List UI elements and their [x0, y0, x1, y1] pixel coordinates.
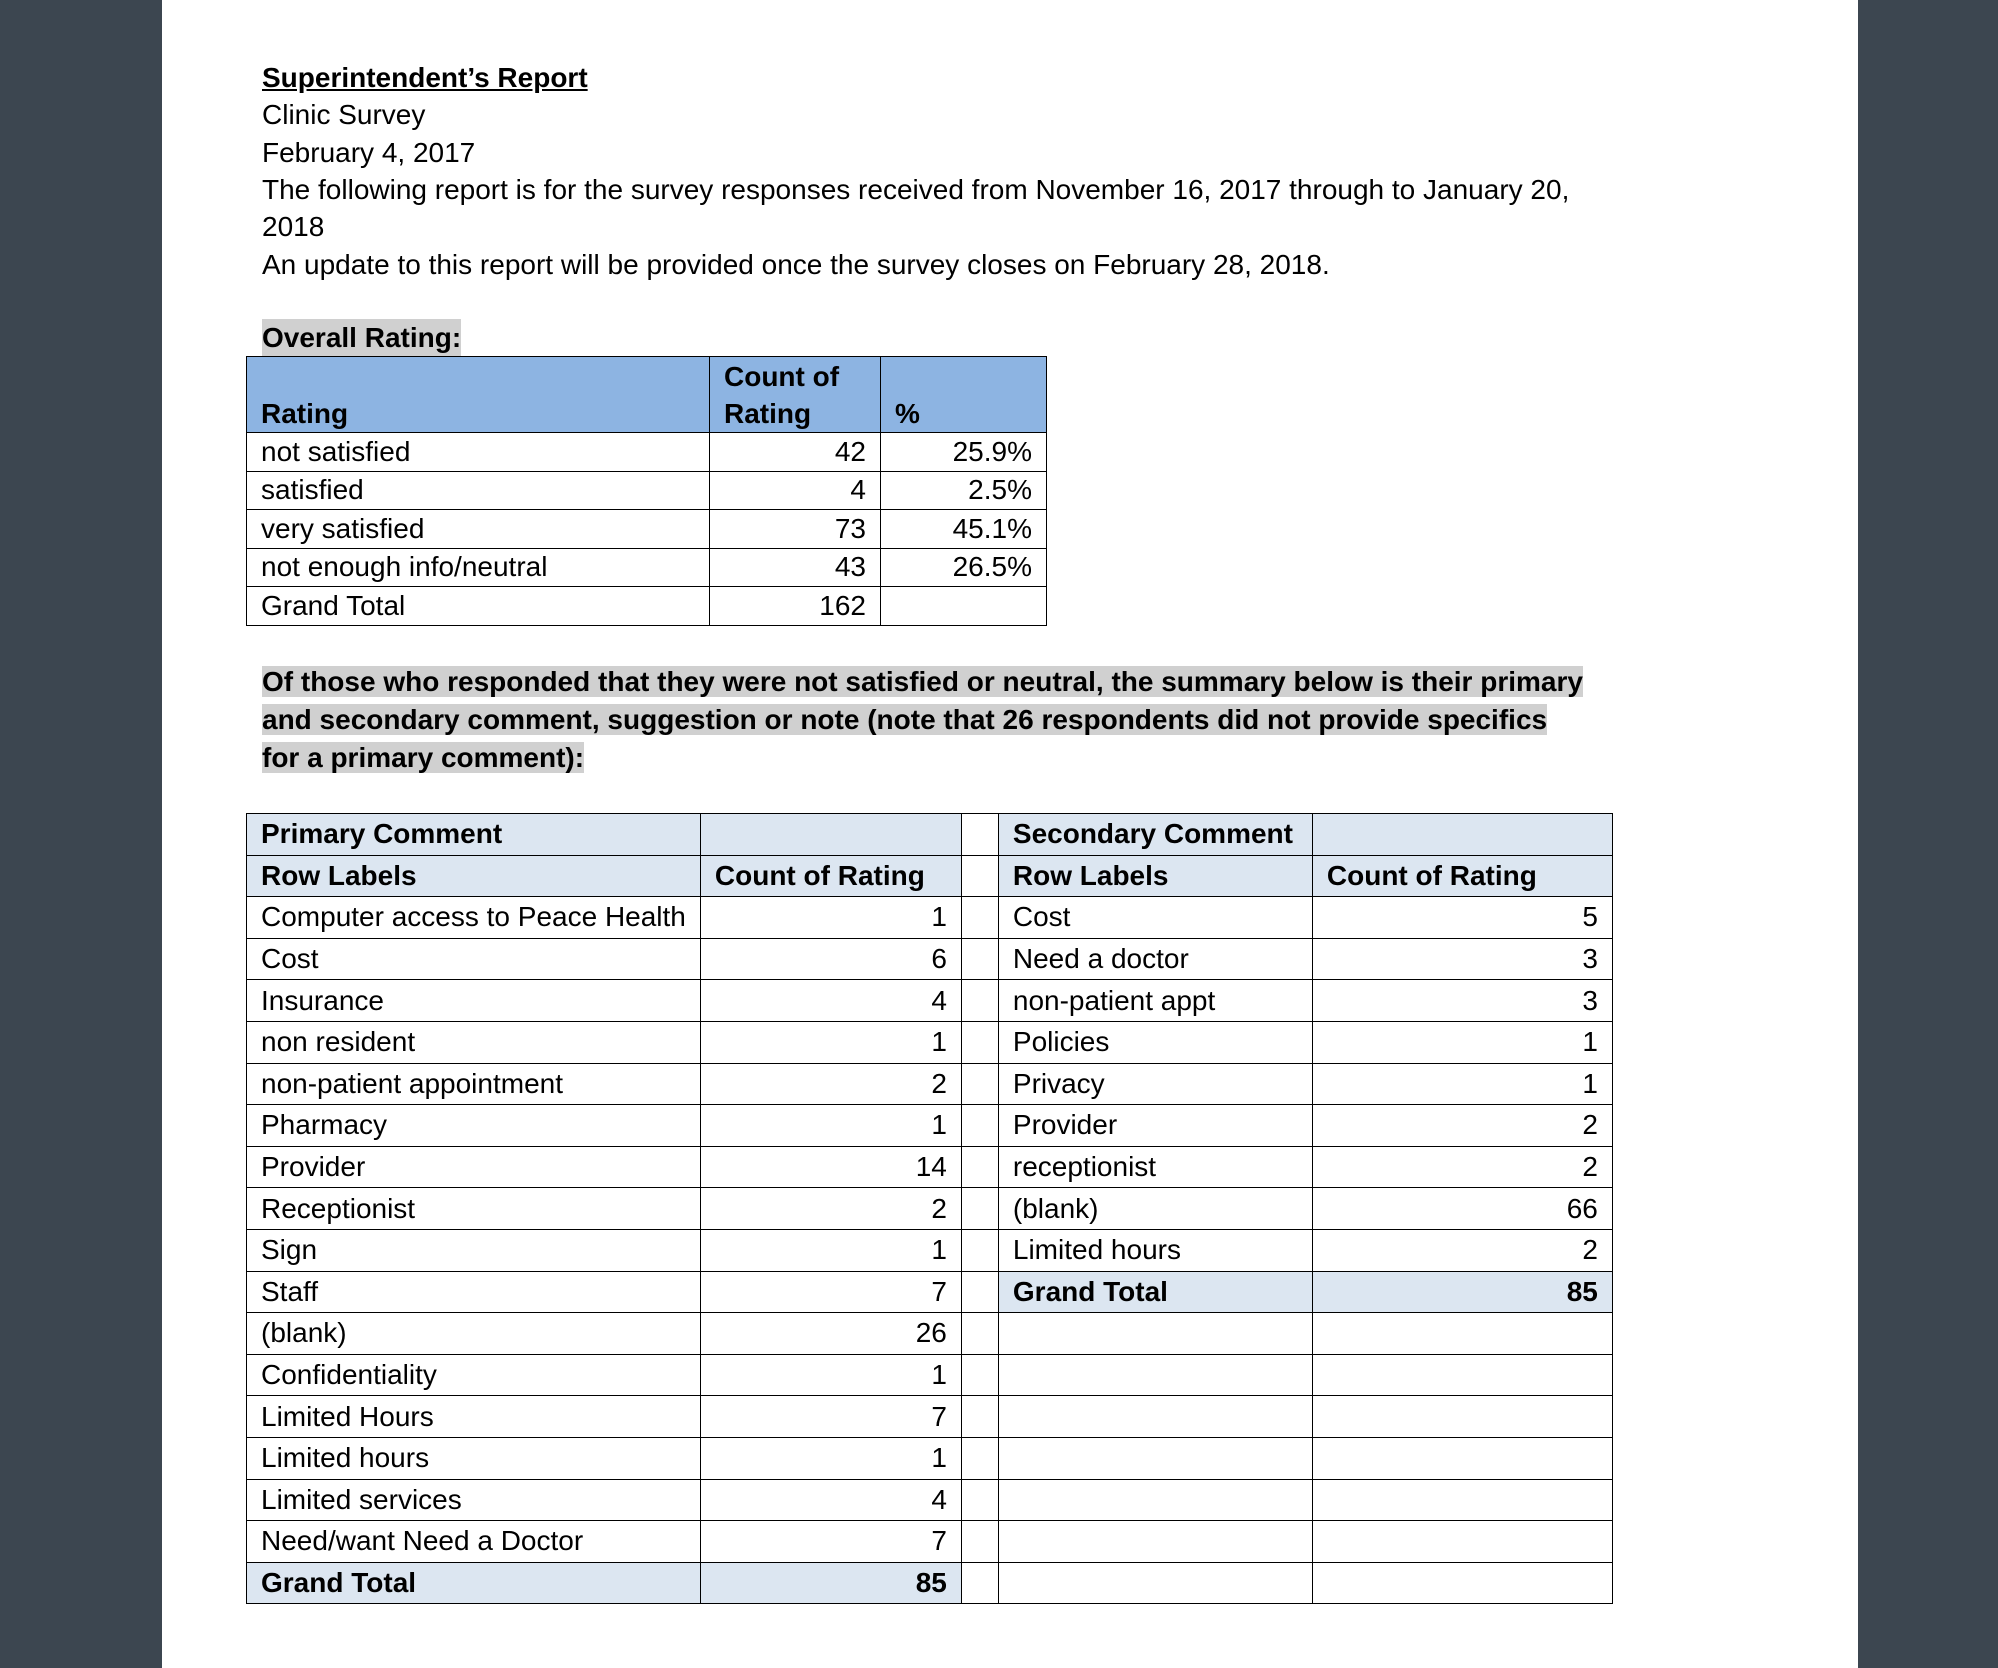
empty-cell	[998, 1354, 1312, 1396]
summary-paragraph: Of those who responded that they were not satisfied or neutral, the summary below is their primary and secondary comment, suggestion or note (note that 26 respondents did not provide specifics for a primary comment):	[262, 666, 1583, 773]
table-row	[247, 1562, 1613, 1604]
table-row	[247, 1313, 1613, 1355]
empty-cell	[998, 1479, 1312, 1521]
table-row	[247, 1021, 1613, 1063]
table-header-row	[247, 357, 1047, 433]
table-row	[247, 1063, 1613, 1105]
primary-row-count: 2	[700, 1063, 961, 1105]
primary-row-label: Limited Hours	[247, 1396, 701, 1438]
empty-cell	[998, 1437, 1312, 1479]
table-row	[247, 1479, 1613, 1521]
secondary-row-count: 2	[1312, 1229, 1612, 1271]
spacer-cell	[961, 1063, 998, 1105]
spacer-cell	[961, 1146, 998, 1188]
table-row	[247, 548, 1047, 587]
rating-label: satisfied	[247, 471, 710, 510]
secondary-row-label: Cost	[998, 897, 1312, 939]
report-date: February 4, 2017	[262, 137, 476, 168]
rating-count: 73	[710, 510, 881, 549]
rating-pct: 26.5%	[881, 548, 1047, 587]
spacer-cell	[961, 1437, 998, 1479]
spacer-cell	[961, 1021, 998, 1063]
empty-cell	[1312, 1354, 1612, 1396]
spacer-cell	[961, 1105, 998, 1147]
primary-row-label: (blank)	[247, 1313, 701, 1355]
secondary-row-count: 5	[1312, 897, 1612, 939]
secondary-row-count: 2	[1312, 1105, 1612, 1147]
table-row	[247, 938, 1613, 980]
empty-cell	[1312, 1562, 1612, 1604]
rating-pct: 2.5%	[881, 471, 1047, 510]
primary-grand-total-label: Grand Total	[247, 1562, 701, 1604]
primary-row-label: Confidentiality	[247, 1354, 701, 1396]
table-row	[247, 1146, 1613, 1188]
rating-count: 4	[710, 471, 881, 510]
col-header-rating: Rating	[247, 357, 710, 433]
primary-row-count: 7	[700, 1396, 961, 1438]
primary-row-count: 1	[700, 1354, 961, 1396]
empty-cell	[1312, 1313, 1612, 1355]
spacer-cell	[961, 814, 998, 856]
primary-row-label: Limited hours	[247, 1437, 701, 1479]
spacer-cell	[961, 1479, 998, 1521]
empty-cell	[1312, 1396, 1612, 1438]
empty-cell	[998, 1521, 1312, 1563]
empty-cell	[998, 1562, 1312, 1604]
secondary-row-count: 2	[1312, 1146, 1612, 1188]
secondary-col-count: Count of Rating	[1312, 855, 1612, 897]
grand-total-label: Grand Total	[247, 587, 710, 626]
spacer-cell	[961, 1313, 998, 1355]
secondary-comment-heading: Secondary Comment	[998, 814, 1312, 856]
col-header-pct: %	[881, 357, 1047, 433]
table-row	[247, 1437, 1613, 1479]
secondary-row-count: 66	[1312, 1188, 1612, 1230]
spacer-cell	[961, 897, 998, 939]
primary-row-label: Insurance	[247, 980, 701, 1022]
primary-row-count: 1	[700, 897, 961, 939]
table-row	[247, 1396, 1613, 1438]
empty-cell	[881, 587, 1047, 626]
secondary-row-label: Provider	[998, 1105, 1312, 1147]
comments-table	[246, 813, 1613, 1604]
empty-cell	[1312, 1437, 1612, 1479]
overall-rating-table	[246, 356, 1047, 626]
rating-count: 43	[710, 548, 881, 587]
secondary-row-label: Privacy	[998, 1063, 1312, 1105]
secondary-row-label: receptionist	[998, 1146, 1312, 1188]
rating-pct: 25.9%	[881, 433, 1047, 472]
empty-cell	[700, 814, 961, 856]
primary-row-count: 6	[700, 938, 961, 980]
rating-label: very satisfied	[247, 510, 710, 549]
secondary-col-row-labels: Row Labels	[998, 855, 1312, 897]
secondary-row-label: Limited hours	[998, 1229, 1312, 1271]
empty-cell	[998, 1396, 1312, 1438]
spacer-cell	[961, 1354, 998, 1396]
secondary-row-label: (blank)	[998, 1188, 1312, 1230]
primary-col-count: Count of Rating	[700, 855, 961, 897]
empty-cell	[1312, 1521, 1612, 1563]
primary-row-count: 2	[700, 1188, 961, 1230]
update-note: An update to this report will be provided once the survey closes on February 28, 2018.	[262, 249, 1330, 280]
table-row	[247, 897, 1613, 939]
table-header-row	[247, 855, 1613, 897]
rating-pct: 45.1%	[881, 510, 1047, 549]
primary-row-label: Need/want Need a Doctor	[247, 1521, 701, 1563]
secondary-row-label: Need a doctor	[998, 938, 1312, 980]
spacer-cell	[961, 1562, 998, 1604]
overall-rating-heading: Overall Rating:	[262, 319, 461, 356]
primary-row-label: Provider	[247, 1146, 701, 1188]
grand-total-row	[247, 587, 1047, 626]
primary-row-count: 1	[700, 1105, 961, 1147]
secondary-row-count: 3	[1312, 980, 1612, 1022]
primary-row-label: Receptionist	[247, 1188, 701, 1230]
report-title: Superintendent’s Report	[262, 62, 588, 93]
primary-row-count: 1	[700, 1437, 961, 1479]
primary-row-count: 4	[700, 980, 961, 1022]
table-row	[247, 1271, 1613, 1313]
table-row	[247, 1521, 1613, 1563]
primary-row-label: Pharmacy	[247, 1105, 701, 1147]
empty-cell	[1312, 1479, 1612, 1521]
primary-row-count: 26	[700, 1313, 961, 1355]
spacer-cell	[961, 855, 998, 897]
table-row	[247, 1229, 1613, 1271]
primary-row-count: 1	[700, 1021, 961, 1063]
primary-row-label: Computer access to Peace Health	[247, 897, 701, 939]
table-row	[247, 433, 1047, 472]
secondary-row-count: 1	[1312, 1063, 1612, 1105]
rating-label: not satisfied	[247, 433, 710, 472]
spacer-cell	[961, 1229, 998, 1271]
secondary-grand-total-count: 85	[1312, 1271, 1612, 1313]
grand-total-count: 162	[710, 587, 881, 626]
primary-row-count: 14	[700, 1146, 961, 1188]
intro-line-1: The following report is for the survey responses received from November 16, 2017 through to January 20,	[262, 174, 1570, 205]
primary-row-label: non resident	[247, 1021, 701, 1063]
empty-cell	[998, 1313, 1312, 1355]
secondary-grand-total-label: Grand Total	[998, 1271, 1312, 1313]
primary-grand-total-count: 85	[700, 1562, 961, 1604]
table-heading-row	[247, 814, 1613, 856]
table-row	[247, 1354, 1613, 1396]
primary-row-count: 1	[700, 1229, 961, 1271]
rating-count: 42	[710, 433, 881, 472]
primary-row-count: 7	[700, 1271, 961, 1313]
intro-line-2: 2018	[262, 211, 325, 242]
primary-row-label: Sign	[247, 1229, 701, 1271]
spacer-cell	[961, 938, 998, 980]
spacer-cell	[961, 1521, 998, 1563]
primary-row-label: non-patient appointment	[247, 1063, 701, 1105]
spacer-cell	[961, 1271, 998, 1313]
spacer-cell	[961, 980, 998, 1022]
primary-row-label: Staff	[247, 1271, 701, 1313]
primary-row-label: Limited services	[247, 1479, 701, 1521]
table-row	[247, 1105, 1613, 1147]
empty-cell	[1312, 814, 1612, 856]
table-row	[247, 1188, 1613, 1230]
secondary-row-count: 3	[1312, 938, 1612, 980]
secondary-row-label: non-patient appt	[998, 980, 1312, 1022]
primary-col-row-labels: Row Labels	[247, 855, 701, 897]
col-header-count: Count of Rating	[710, 357, 881, 433]
secondary-row-count: 1	[1312, 1021, 1612, 1063]
document-page	[162, 0, 1858, 1668]
primary-row-label: Cost	[247, 938, 701, 980]
spacer-cell	[961, 1396, 998, 1438]
table-row	[247, 980, 1613, 1022]
spacer-cell	[961, 1188, 998, 1230]
primary-row-count: 7	[700, 1521, 961, 1563]
table-row	[247, 510, 1047, 549]
primary-row-count: 4	[700, 1479, 961, 1521]
table-row	[247, 471, 1047, 510]
rating-label: not enough info/neutral	[247, 548, 710, 587]
report-subtitle: Clinic Survey	[262, 99, 426, 130]
secondary-row-label: Policies	[998, 1021, 1312, 1063]
primary-comment-heading: Primary Comment	[247, 814, 701, 856]
